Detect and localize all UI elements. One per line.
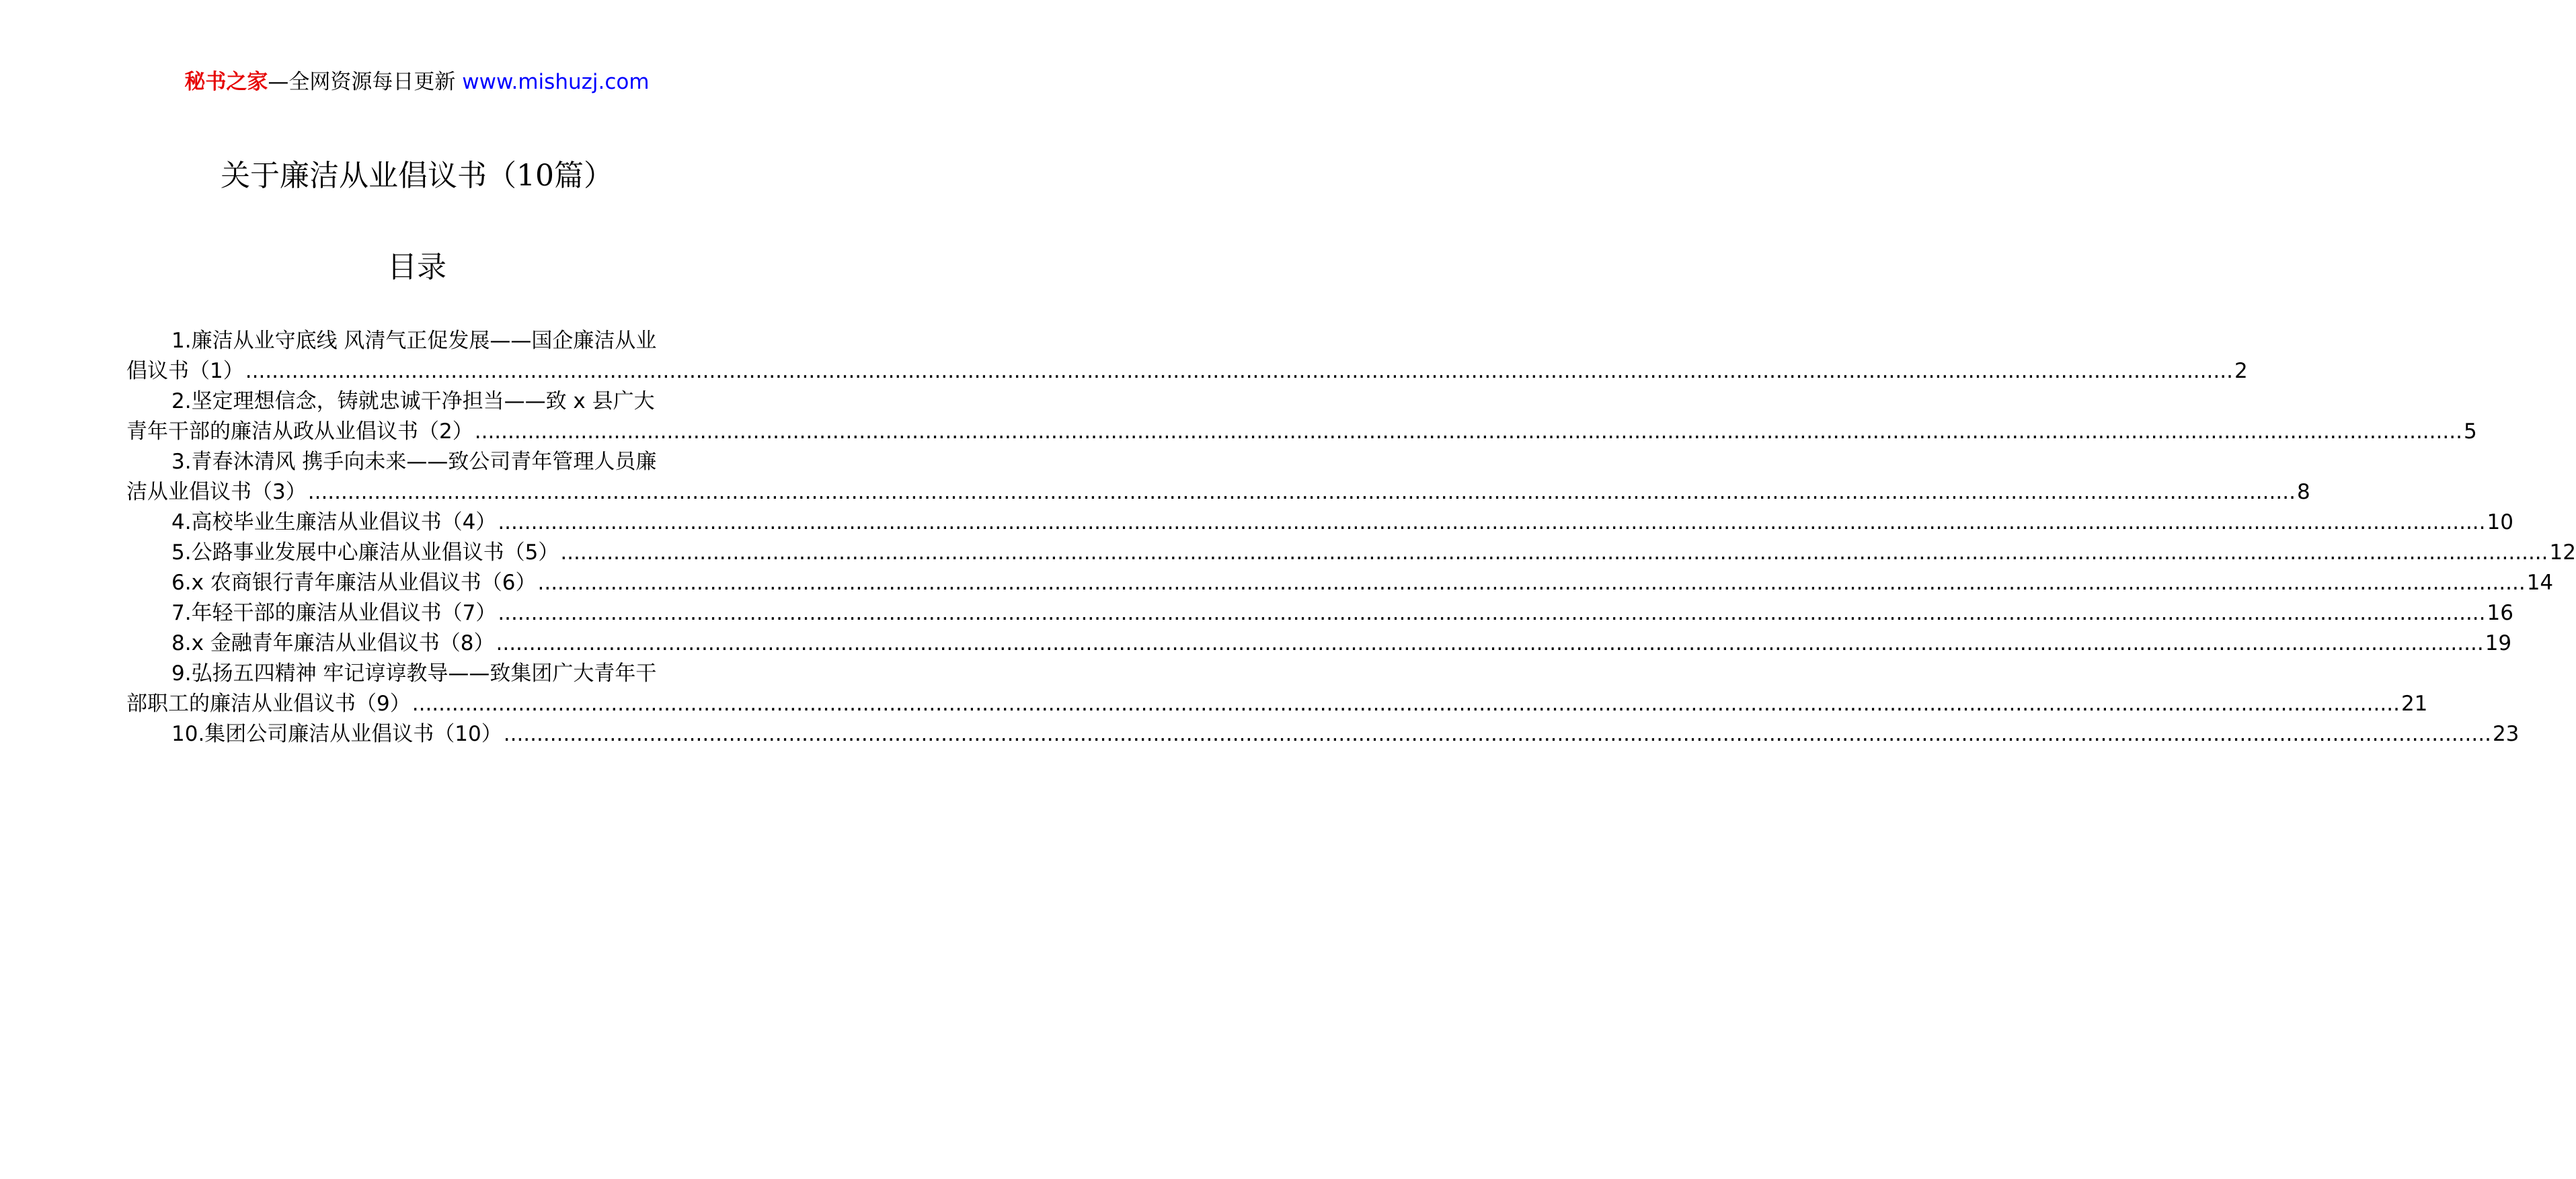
toc-leader-dots: ............................................................................................................................................................................................................................................................................................................ [498, 601, 2486, 625]
toc-entry[interactable] [126, 507, 2513, 538]
document-title [0, 156, 834, 196]
toc-entry[interactable] [126, 719, 2520, 749]
toc-entry-title: 2.坚定理想信念，铸就忠诚干净担当——致 x 县广大 [171, 389, 655, 413]
site-slogan: —全网资源每日更新 [268, 70, 456, 94]
toc-entry-title: 8.x 金融青年廉洁从业倡议书（8） [171, 631, 495, 655]
toc-page-number: 12 [2549, 540, 2576, 565]
site-header [0, 67, 834, 97]
toc-leader-dots: ............................................................................................................................................................................................................................................................................................................ [498, 510, 2486, 534]
toc-entry-title-cont: 青年干部的廉洁从政从业倡议书（2） [126, 419, 473, 444]
title-suffix: 篇） [554, 159, 613, 193]
toc-heading: 目录 [387, 250, 446, 284]
toc-page-number: 10 [2487, 510, 2513, 534]
toc-leader-dots: ............................................................................................................................................................................................................................................................................................................ [412, 692, 2400, 716]
toc-entry[interactable] [126, 628, 2512, 659]
toc-entry-title: 6.x 农商银行青年廉洁从业倡议书（6） [171, 571, 537, 595]
toc-page-number: 21 [2401, 692, 2428, 716]
toc-page-number: 19 [2485, 631, 2512, 655]
toc-page-number: 16 [2487, 601, 2513, 625]
toc-leader-dots: ............................................................................................................................................................................................................................................................................................................ [537, 571, 2526, 595]
toc-entry-title: 10.集团公司廉洁从业倡议书（10） [171, 722, 502, 746]
toc-entry[interactable] [126, 387, 2477, 447]
toc-page-number: 23 [2492, 722, 2520, 746]
toc-entry[interactable] [126, 659, 2428, 719]
toc-entry[interactable] [126, 568, 2554, 598]
toc-page-number: 14 [2526, 571, 2554, 595]
toc-entry-title: 7.年轻干部的廉洁从业倡议书（7） [171, 601, 497, 625]
title-count: 10 [516, 159, 554, 193]
toc-entry-title: 9.弘扬五四精神 牢记谆谆教导——致集团广大青年干 [171, 661, 657, 686]
toc-leader-dots: ............................................................................................................................................................................................................................................................................................................ [245, 359, 2233, 383]
toc-leader-dots: ............................................................................................................................................................................................................................................................................................................ [307, 480, 2296, 504]
toc-leader-dots: ............................................................................................................................................................................................................................................................................................................ [474, 419, 2462, 444]
toc-entry[interactable] [126, 538, 2576, 568]
toc-leader-dots: ............................................................................................................................................................................................................................................................................................................ [560, 540, 2548, 565]
toc-page-number: 2 [2234, 359, 2248, 383]
toc-entry-title: 5.公路事业发展中心廉洁从业倡议书（5） [171, 540, 559, 565]
toc-entry-title-cont: 倡议书（1） [126, 359, 244, 383]
toc-entry[interactable] [126, 598, 2513, 628]
toc-entry-title: 3.青春沐清风 携手向未来——致公司青年管理人员廉 [171, 450, 657, 474]
toc-entry-title: 4.高校毕业生廉洁从业倡议书（4） [171, 510, 497, 534]
toc-entry-title: 1.廉洁从业守底线 风清气正促发展——国企廉洁从业 [171, 329, 657, 353]
title-prefix: 关于廉洁从业倡议书（ [221, 159, 516, 193]
table-of-contents [126, 326, 2576, 749]
toc-leader-dots: ............................................................................................................................................................................................................................................................................................................ [503, 722, 2491, 746]
site-brand: 秘书之家 [184, 70, 268, 94]
site-url-link[interactable]: www.mishuzj.com [462, 70, 650, 94]
toc-entry-title-cont: 洁从业倡议书（3） [126, 480, 307, 504]
toc-page-number: 8 [2296, 480, 2310, 504]
toc-leader-dots: ............................................................................................................................................................................................................................................................................................................ [496, 631, 2484, 655]
toc-page-number: 5 [2463, 419, 2477, 444]
toc-entry-title-cont: 部职工的廉洁从业倡议书（9） [126, 692, 411, 716]
toc-entry[interactable] [126, 326, 2248, 387]
toc-entry[interactable] [126, 447, 2310, 507]
